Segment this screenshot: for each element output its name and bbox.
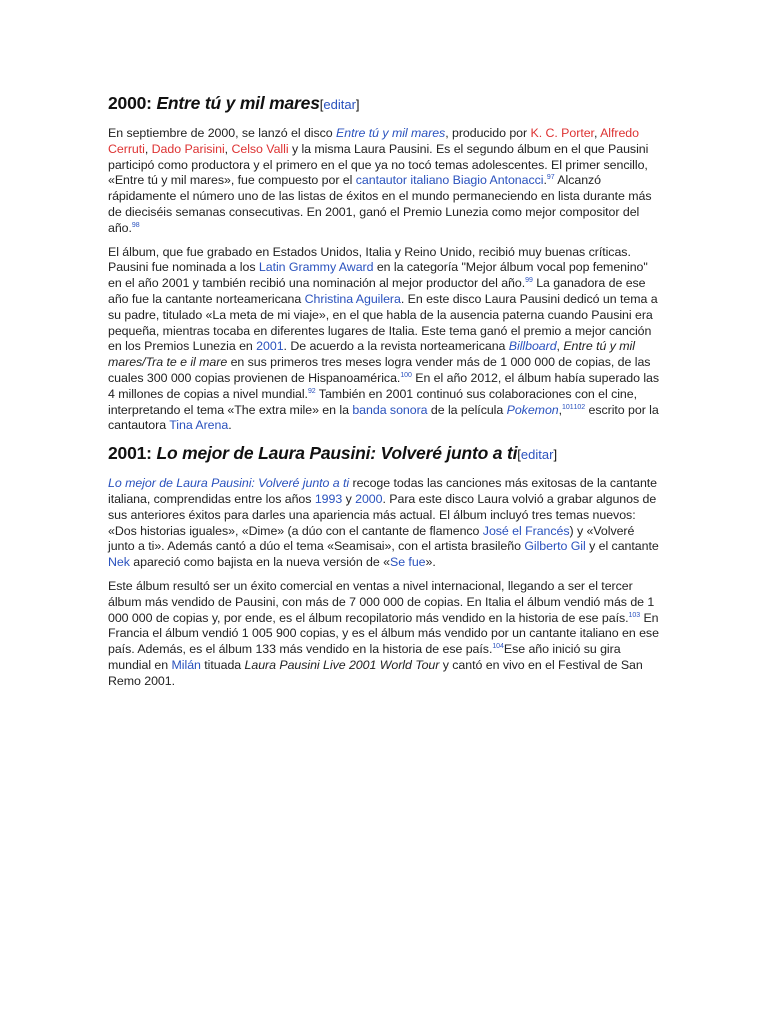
producer-link[interactable]: K. C. Porter (530, 126, 594, 140)
paragraph: Lo mejor de Laura Pausini: Volveré junto a ti recoge todas las canciones más exitosas de la cantante italiana, comprendidas entre los años 1993 y 2000. Para este disco Laura volvió a grabar algunos de sus anteriores éxitos para darles una apariencia más actual. El álbum incluyó tres temas nuevos: «Dos historias iguales», «Dime» (a dúo con el cantante de flamenco José el Francés) y «Volveré junto a ti». Además cantó a dúo el tema «Seamisai», con el artista brasileño Gilberto Gil y el cantante Nek apareció como bajista en la nueva versión de «Se fue». (108, 476, 659, 570)
wiki-link[interactable]: Milán (171, 657, 201, 672)
wiki-link[interactable]: Biagio Antonacci (452, 173, 544, 188)
wiki-link[interactable]: Tina Arena (169, 418, 229, 433)
section-heading-2000: 2000: Entre tú y mil mares[editar] (108, 93, 360, 113)
album-link[interactable]: Lo mejor de Laura Pausini: Volveré junto a ti (108, 476, 350, 491)
wiki-link[interactable]: Pokemon (506, 402, 559, 417)
article-content (108, 92, 660, 698)
producer-link[interactable]: Celso Valli (231, 141, 289, 156)
heading-year: 2001 (108, 443, 147, 464)
paragraph: En septiembre de 2000, se lanzó el disco Entre tú y mil mares, producido por K. C. Porter, Alfredo Cerruti, Dado Parisini, Celso Valli y la misma Laura Pausini. Es el segundo álbum en el que Pausini participó como productora y el primero en el que ya no tocó temas adolescentes. El primer sencillo, «Entre tú y mil mares», fue compuesto por el cantautor italiano Biagio Antonacci.$^{97}$ Alcanzó rápidamente el número uno de las listas de éxitos en el mundo permaneciendo en lista durante más de dieciséis semanas consecutivas. En 2001, ganó el Premio Lunezia como mejor compositor del año.$^{98}$ (108, 126, 652, 235)
wiki-link[interactable]: Christina Aguilera (304, 291, 401, 306)
reference-link[interactable]: 98 (131, 221, 140, 229)
wiki-link[interactable]: 1993 (314, 491, 343, 506)
wiki-link[interactable]: banda sonora (352, 402, 428, 417)
wiki-link[interactable]: Se fue (389, 555, 426, 570)
section-heading-2001: 2001: Lo mejor de Laura Pausini: Volveré junto a ti[editar] (108, 443, 558, 464)
reference-link[interactable]: 99 (525, 277, 533, 285)
wiki-link[interactable]: José el Francés (482, 523, 570, 538)
wiki-link[interactable]: Nek (108, 555, 130, 570)
wiki-link[interactable]: italiano (410, 173, 450, 188)
edit-link[interactable]: editar (520, 447, 554, 463)
wiki-link[interactable]: Latin Grammy Award (258, 260, 374, 275)
reference-link[interactable]: 101 (562, 403, 574, 411)
heading-year: 2000 (108, 93, 147, 113)
wiki-link[interactable]: 2001 (256, 339, 284, 354)
producer-link[interactable]: Alfredo Cerruti (108, 126, 639, 156)
edit-section-link: [editar] (319, 97, 360, 112)
wiki-link[interactable]: Gilberto Gil (524, 539, 586, 554)
heading-title: Lo mejor de Laura Pausini: Volveré junto a ti (156, 443, 518, 464)
album-link[interactable]: Entre tú y mil mares (336, 126, 446, 140)
reference-link[interactable]: 102 (573, 403, 586, 411)
reference-link[interactable]: 97 (546, 174, 555, 182)
edit-link[interactable]: editar (323, 97, 356, 112)
producer-link[interactable]: Dado Parisini (151, 141, 225, 156)
reference-link[interactable]: 103 (628, 611, 641, 619)
reference-link[interactable]: 92 (307, 387, 316, 395)
paragraph: Este álbum resultó ser un éxito comercial en ventas a nivel internacional, llegando a ser el tercer álbum más vendido de Pausini, con más de 7 000 000 de copias. En Italia el álbum vendió más de 1 000 000 de copias y, por ende, es el álbum recopilatorio más vendido en la historia de ese país.$^{103}$ En Francia el álbum vendió 1 005 900 copias, y es el álbum más vendido por un cantante italiano en ese país. Además, es el álbum 133 más vendido en la historia de ese país.$^{104}$Ese año inició su gira mundial en Milán tituada Laura Pausini Live 2001 World Tour y cantó en vivo en el Festival de San Remo 2001. (108, 578, 659, 688)
wiki-link[interactable]: 2000 (355, 491, 383, 506)
edit-section-link: [editar] (517, 447, 558, 463)
wiki-link[interactable]: cantautor (355, 173, 407, 188)
paragraph: El álbum, que fue grabado en Estados Unidos, Italia y Reino Unido, recibió muy buenas críticas. Pausini fue nominada a los Latin Grammy Award en la categoría "Mejor álbum vocal pop femenino" en el año 2001 y también recibió una nominación al mejor productor del año.$^{99}$ La ganadora de ese año fue la cantante norteamericana Christina Aguilera. En este disco Laura Pausini dedicó un tema a su padre, titulado «La meta de mi viaje», en el que habla de la ausencia paterna cuando Pausini era pequeña, mientras tocaba en diferentes lugares de Italia. Este tema ganó el premio a mejor canción en los Premios Lunezia en 2001. De acuerdo a la revista norteamericana Billboard, Entre tú y mil mares/Tra te e il mare en sus primeros tres meses logra vender más de 1 000 000 de copias, de las cuales 300 000 copias provienen de Hispanoamérica.$^{100}$ En el año 2012, el álbum había superado las 4 millones de copias a nivel mundial.$^{92}$ También en 2001 continuó sus colaboraciones con el cine, interpretando el tema «The extra mile» en la banda sonora de la película Pokemon,$^{101102}$ escrito por la cantautora Tina Arena. (108, 244, 660, 433)
reference-link[interactable]: 100 (400, 371, 412, 379)
wiki-link[interactable]: Billboard (508, 339, 557, 354)
heading-title: Entre tú y mil mares (156, 93, 320, 113)
reference-link[interactable]: 104 (492, 643, 504, 651)
